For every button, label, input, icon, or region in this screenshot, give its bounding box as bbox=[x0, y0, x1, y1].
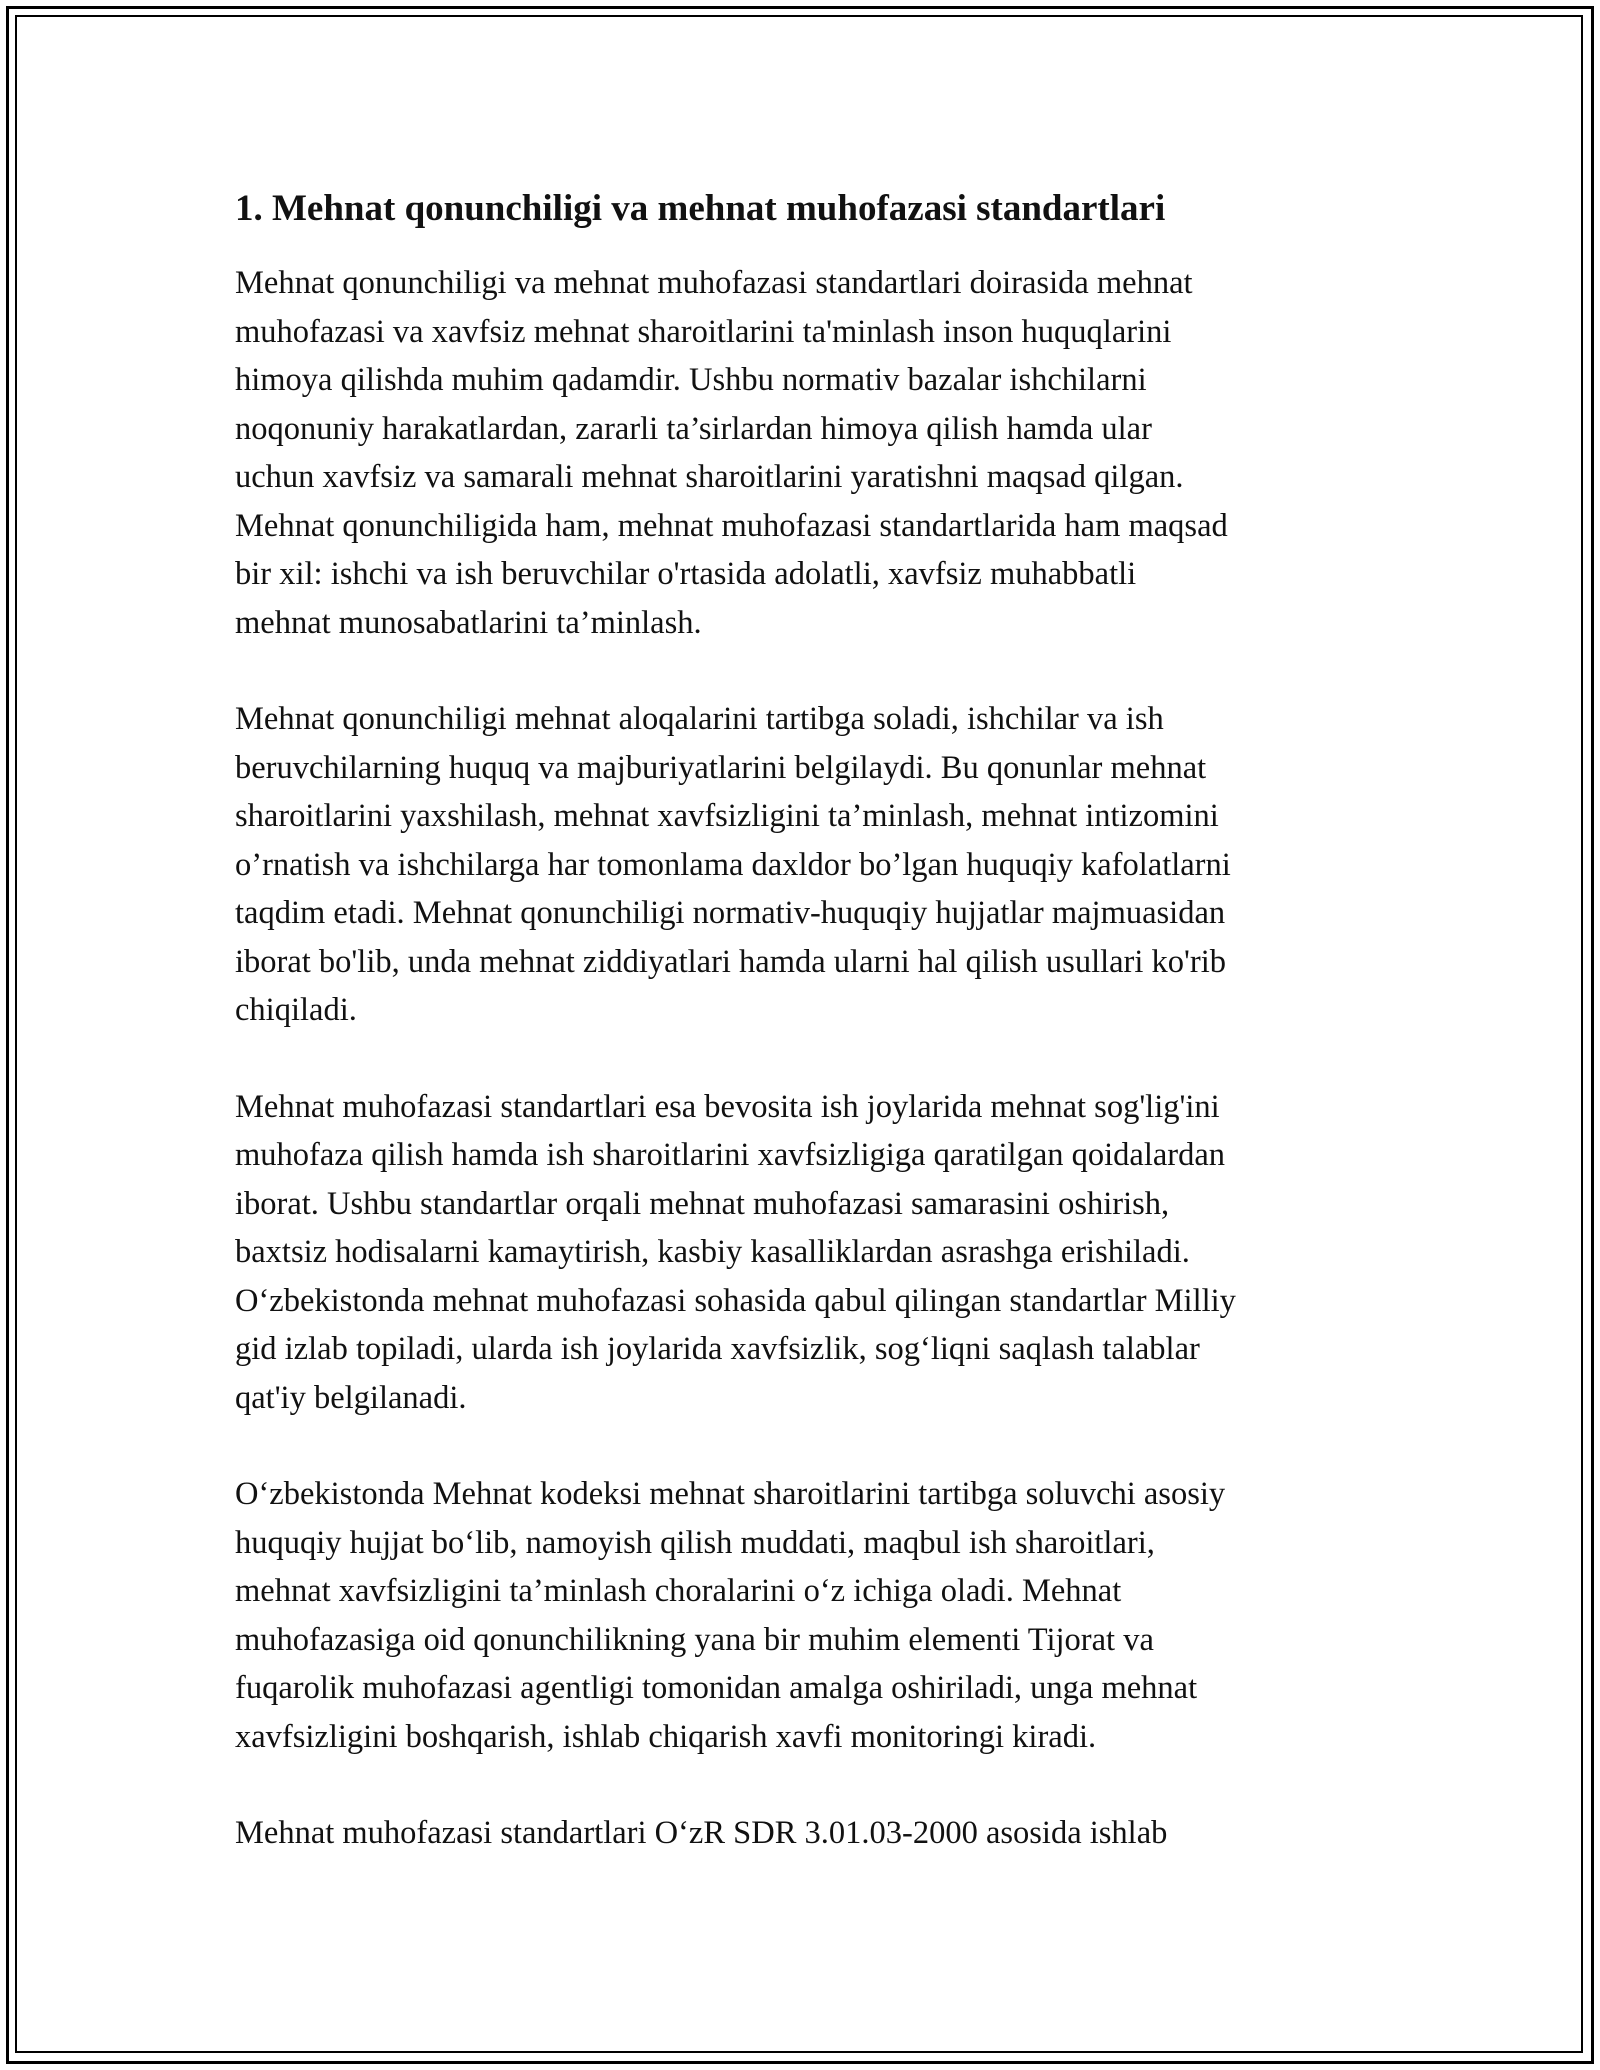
text-line: iborat bo'lib, unda mehnat ziddiyatlari hamda ularni hal qilish usullari ko'rib bbox=[235, 943, 1226, 980]
paragraph-2 bbox=[235, 695, 1385, 1035]
text-line: Mehnat qonunchiligi mehnat aloqalarini tartibga soladi, ishchilar va ish bbox=[235, 701, 1164, 738]
text-line: muhofazasi va xavfsiz mehnat sharoitlarini ta'minlash inson huquqlarini bbox=[235, 313, 1172, 350]
text-line: taqdim etadi. Mehnat qonunchiligi normativ-huquqiy hujjatlar majmuasidan bbox=[235, 895, 1226, 932]
text-line: uchun xavfsiz va samarali mehnat sharoitlarini yaratishni maqsad qilgan. bbox=[235, 459, 1184, 496]
paragraph-4 bbox=[235, 1470, 1385, 1761]
paragraph-5 bbox=[235, 1809, 1385, 1858]
text-line: O‘zbekistonda Mehnat kodeksi mehnat sharoitlarini tartibga soluvchi asosiy bbox=[235, 1476, 1226, 1513]
text-line: Mehnat qonunchiligida ham, mehnat muhofazasi standartlarida ham maqsad bbox=[235, 507, 1228, 544]
text-line: qat'iy belgilanadi. bbox=[235, 1379, 467, 1416]
text-line: baxtsiz hodisalarni kamaytirish, kasbiy kasalliklardan asrashga erishiladi. bbox=[235, 1234, 1190, 1271]
text-line: mehnat xavfsizligini ta’minlash choralarini o‘z ichiga oladi. Mehnat bbox=[235, 1573, 1122, 1610]
paragraph-3 bbox=[235, 1083, 1385, 1423]
text-line: iborat. Ushbu standartlar orqali mehnat muhofazasi samarasini oshirish, bbox=[235, 1185, 1170, 1222]
text-line: Mehnat qonunchiligi va mehnat muhofazasi standartlari doirasida mehnat bbox=[235, 265, 1193, 302]
text-line: sharoitlarini yaxshilash, mehnat xavfsizligini ta’minlash, mehnat intizomini bbox=[235, 798, 1219, 835]
text-line: xavfsizligini boshqarish, ishlab chiqarish xavfi monitoringi kiradi. bbox=[235, 1718, 1097, 1755]
text-line: mehnat munosabatlarini ta’minlash. bbox=[235, 604, 702, 641]
text-line: bir xil: ishchi va ish beruvchilar o'rtasida adolatli, xavfsiz muhabbatli bbox=[235, 556, 1137, 593]
document-body bbox=[235, 185, 1385, 1906]
text-line: O‘zbekistonda mehnat muhofazasi sohasida qabul qilingan standartlar Milliy bbox=[235, 1282, 1236, 1319]
text-line: beruvchilarning huquq va majburiyatlarini belgilaydi. Bu qonunlar mehnat bbox=[235, 749, 1207, 786]
text-line: himoya qilishda muhim qadamdir. Ushbu normativ bazalar ishchilarni bbox=[235, 362, 1147, 399]
paragraph-1 bbox=[235, 259, 1385, 647]
text-line: muhofaza qilish hamda ish sharoitlarini xavfsizligiga qaratilgan qoidalardan bbox=[235, 1137, 1226, 1174]
text-line: chiqiladi. bbox=[235, 992, 357, 1029]
text-line: muhofazasiga oid qonunchilikning yana bir muhim elementi Tijorat va bbox=[235, 1621, 1154, 1658]
text-line: Mehnat muhofazasi standartlari O‘zR SDR 3.01.03-2000 asosida ishlab bbox=[235, 1815, 1168, 1852]
text-line: noqonuniy harakatlardan, zararli ta’sirlardan himoya qilish hamda ular bbox=[235, 410, 1152, 447]
text-line: Mehnat muhofazasi standartlari esa bevosita ish joylarida mehnat sog'lig'ini bbox=[235, 1088, 1220, 1125]
section-heading: 1. Mehnat qonunchiligi va mehnat muhofazasi standartlari bbox=[235, 188, 1166, 229]
text-line: gid izlab topiladi, ularda ish joylarida xavfsizlik, sog‘liqni saqlash talablar bbox=[235, 1331, 1200, 1368]
text-line: o’rnatish va ishchilarga har tomonlama daxldor bo’lgan huquqiy kafolatlarni bbox=[235, 846, 1231, 883]
text-line: huquqiy hujjat bo‘lib, namoyish qilish muddati, maqbul ish sharoitlari, bbox=[235, 1524, 1155, 1561]
text-line: fuqarolik muhofazasi agentligi tomonidan amalga oshiriladi, unga mehnat bbox=[235, 1670, 1198, 1707]
